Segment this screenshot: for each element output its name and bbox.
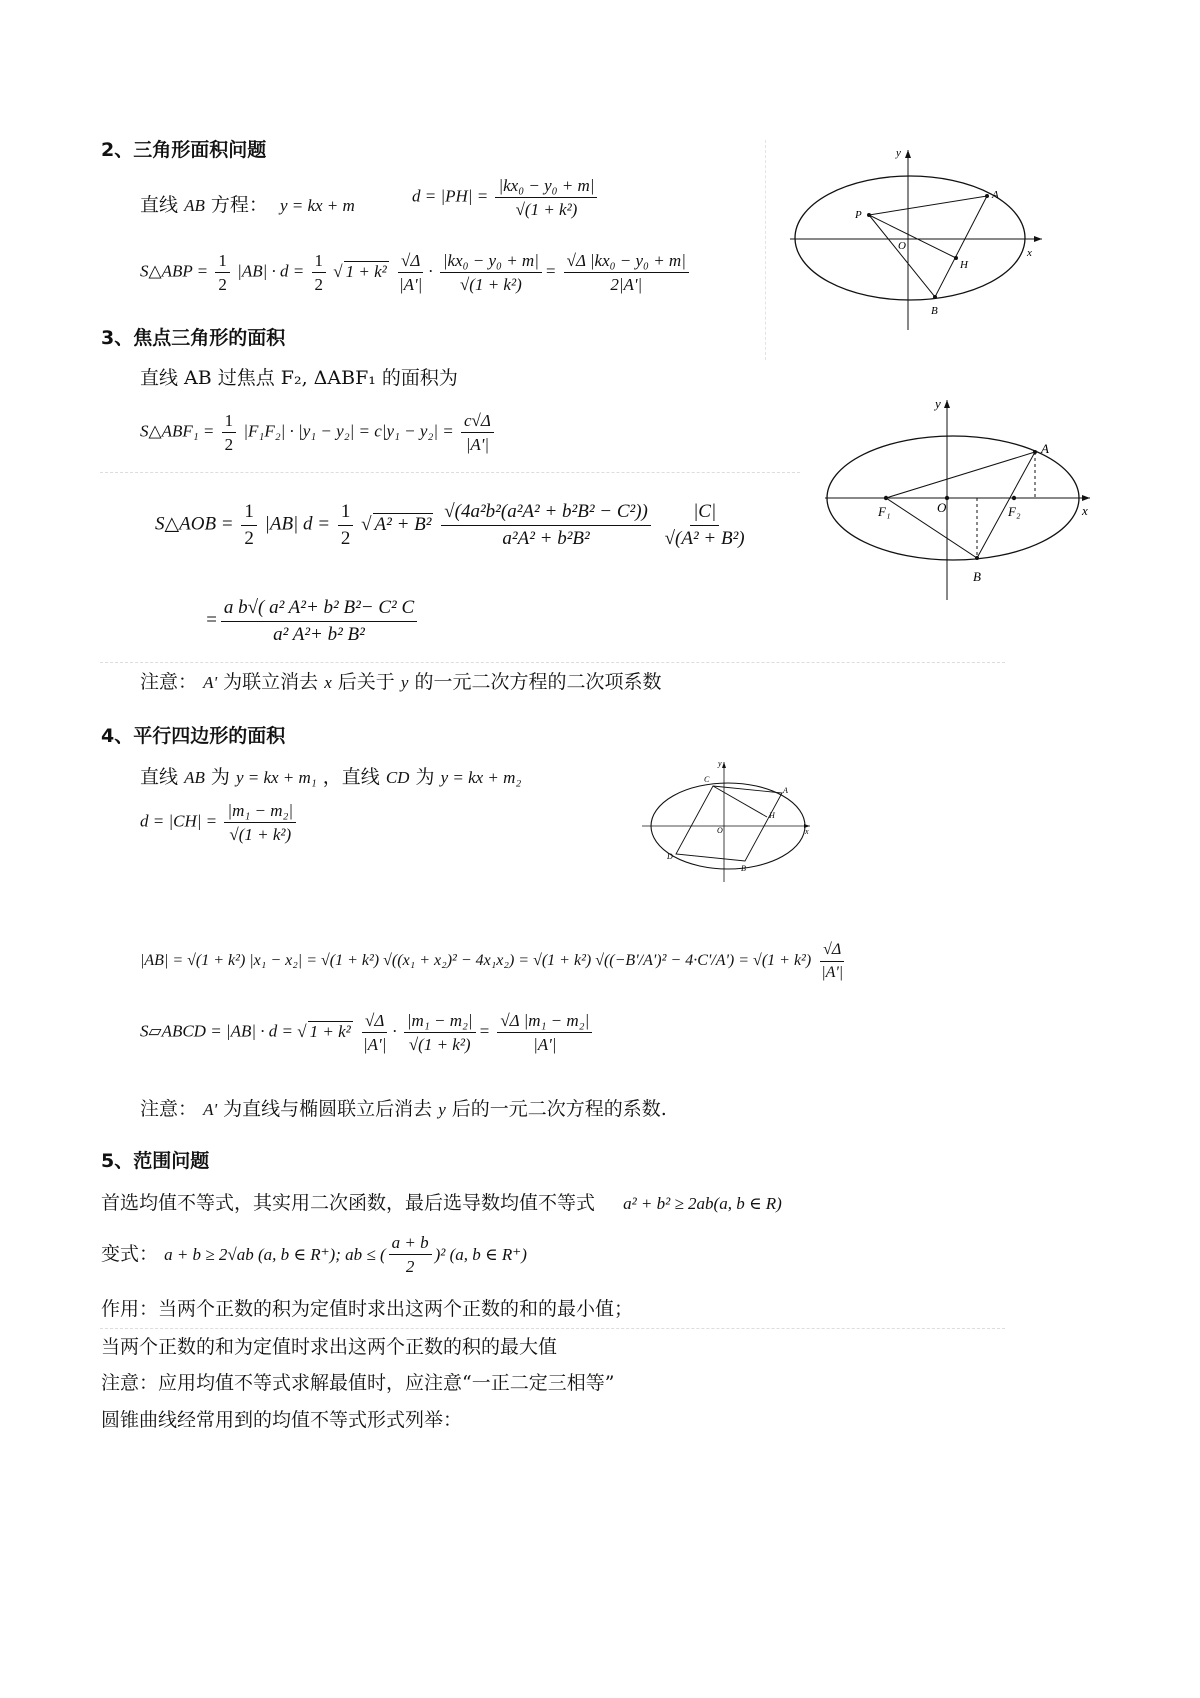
s2-area-formula: S△ABP = $\frac{1}{2}$ |AB| · d = $\frac{1}{2}$ √ 1 + k² $\frac{√\Delta}{|A'|}$ · $\frac{\text{|kx₀ − y₀ + m|}}{\text{√(1 + k²)}}$ = $\frac{\text{√Δ |kx₀ − y₀ + m|}}{2|A'|}$ [140,250,692,296]
s4-intro: 直线 AB 为 y = kx + m₁ ，直线 CD 为 y = kx + m₂ [140,766,522,788]
section-3-heading: 3、焦点三角形的面积 [101,327,286,349]
s3-area-formula-2: S△AOB = $\frac{1}{2}$ |AB| d = $\frac{1}{2}$ √ A² + B² $\frac{\text{√(4a²b²(a²A² + b²B² − C²))}}{\text{a²A² + b²B²}}$ $\frac{|C|}{\text{√(A² + B²)}}$ [155,500,751,551]
divider [100,662,1005,663]
s3-area-formula-3: = $\frac{\text{a b√( a² A²+ b² B²− C² C}}{\text{a² A²+ b² B²}}$ [205,596,420,647]
s5-variant: 变式： a + b ≥ 2√ab (a, b ∈ R⁺); ab ≤ ( $\frac{a + b}{2}$ )² (a, b ∈ R⁺) [101,1233,527,1277]
fig1-x-label: x [1027,247,1032,259]
s5-paragraph-5: 注意：应用均值不等式求解最值时，应注意“一正二定三相等” [101,1372,615,1394]
section-5-heading: 5、范围问题 [101,1150,210,1172]
fig3-B-label: B [741,864,746,873]
figure-parallelogram [640,758,820,886]
s5-paragraph-6: 圆锥曲线经常用到的均值不等式形式列举： [101,1409,463,1431]
section-2-heading: 2、三角形面积问题 [101,139,267,161]
fig3-D-label: D [667,852,673,861]
fig2-O-label: O [937,500,947,515]
divider [100,1328,1005,1329]
fig2-x-label: x [1082,503,1088,518]
figure-triangle-area [780,140,1050,340]
s3-intro: 直线 AB 过焦点 F₂, ΔABF₁ 的面积为 [140,367,458,389]
fig1-P-label: P [855,209,862,221]
fig1-H-label: H [960,259,968,271]
fig1-B-label: B [931,305,938,317]
fig3-y-label: y [718,759,722,768]
divider [100,472,800,473]
s3-note: 注意： A' 为联立消去 x 后关于 y 的一元二次方程的二次项系数 [140,671,662,693]
figure-focal-triangle [820,392,1100,607]
fig1-A-label: A [992,189,999,201]
s4-distance-formula: d = |CH| = $\frac{\text{|m₁ − m₂|}}{\text{√(1 + k²)}}$ [140,800,299,846]
fig2-B-label: B [973,569,981,584]
fig3-O-label: O [717,826,723,835]
s3-area-formula-1: S△ABF₁ = $\frac{1}{2}$ |F₁F₂| · |y₁ − y₂| = c|y₁ − y₂| = $\frac{c√\Delta}{|A'|}$ [140,410,497,456]
fig3-C-label: C [704,775,710,784]
fig2-A-label: A [1041,441,1049,456]
s4-note: 注意： A' 为直线与椭圆联立后消去 y 后的一元二次方程的系数. [140,1098,667,1120]
section-4-heading: 4、平行四边形的面积 [101,725,286,747]
fig3-A-label: A [783,786,788,795]
s4-area-formula: S▱ABCD = |AB| · d = √ 1 + k² $\frac{√\Delta}{|A'|}$ · $\frac{\text{|m₁ − m₂|}}{\text{√(1 + k²)}}$ = $\frac{\text{√Δ |m₁ − m₂|}}{|A'|}$ [140,1010,595,1056]
s5-paragraph-3: 作用：当两个正数的积为定值时求出这两个正数的和的最小值； [101,1298,634,1320]
s2-line-equation: 直线 AB 方程： y = kx + m [140,194,355,216]
fig2-F2-label: F₂ [1008,504,1021,519]
s2-distance-formula: d = |PH| = $\frac{\text{|kx₀ − y₀ + m|}}{\text{√(1 + k²)}}$ [412,175,600,221]
fig2-y-label: y [935,396,941,411]
fig1-y-label: y [896,147,901,159]
fig2-F1-label: F₁ [878,504,891,519]
s5-paragraph-4: 当两个正数的和为定值时求出这两个正数的积的最大值 [101,1336,558,1358]
s4-ab-length-formula: |AB| = √(1 + k²) |x₁ − x₂| = √(1 + k²) √((x₁ + x₂)² − 4x₁x₂) = √(1 + k²) √((−B'/A')² − 4·C'/A') = √(1 + k²) $\frac{√\Delta}{|A'|}$ [140,941,844,981]
fig3-x-label: x [805,827,809,836]
fig3-H-label: H [769,811,775,820]
divider [765,140,766,360]
fig1-O-label: O [898,240,906,252]
s5-paragraph-1: 首选均值不等式，其实用二次函数，最后选导数均值不等式 a² + b² ≥ 2ab(a, b ∈ R) [101,1192,782,1214]
